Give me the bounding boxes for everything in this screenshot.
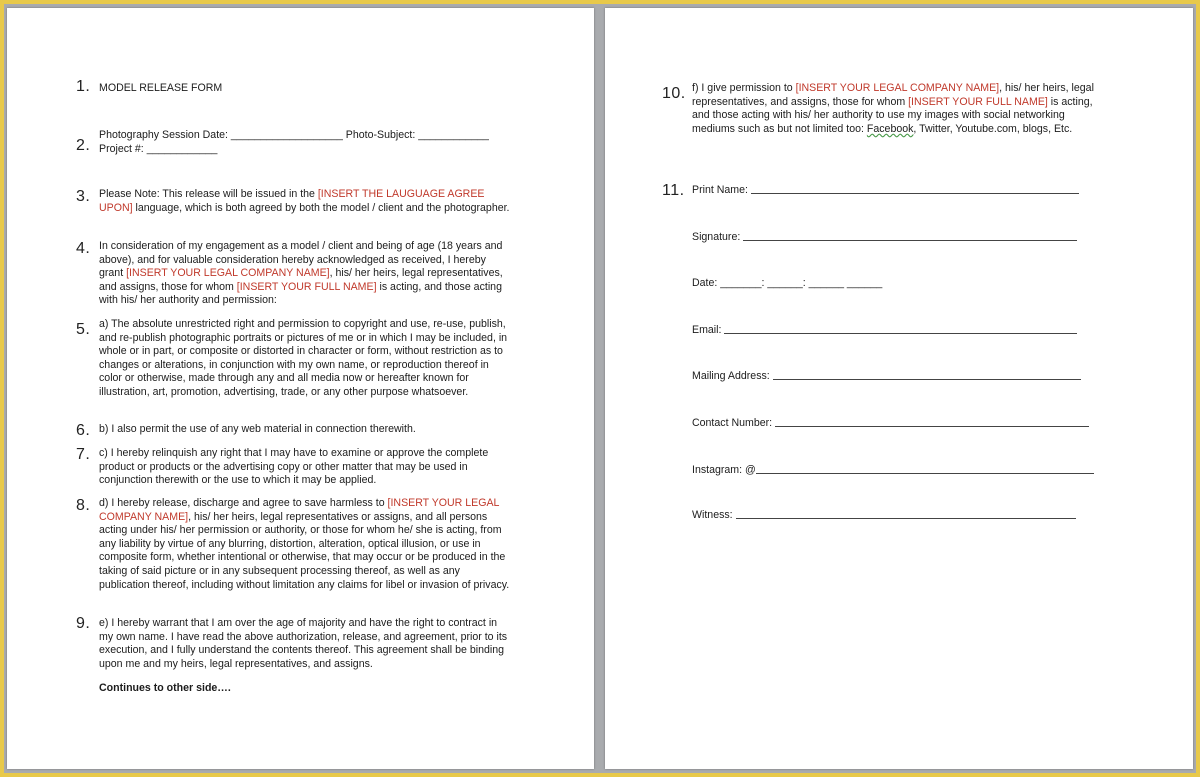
body-text: MODEL RELEASE FORM [99, 82, 223, 94]
clause-5 [99, 318, 513, 400]
body-text: In consideration of my engagement as a model / client and being of age (18 years and above), and for valuable consideration hereby acknowledged as received, I hereby grant [99, 240, 503, 280]
continues-note: Continues to other side…. [99, 682, 231, 694]
body-text: Photography Session Date: ___________________ Photo-Subject: ____________ Project #: ____________ [99, 129, 489, 155]
witness-label: Witness: [692, 509, 733, 521]
item-number: 1. [76, 78, 91, 95]
placeholder-text: [INSERT YOUR LEGAL COMPANY NAME] [99, 497, 500, 523]
contact-number-field[interactable] [692, 417, 1089, 429]
body-text: , his/ her heirs, legal representatives, and assigns, those for whom [99, 267, 503, 293]
body-text: d) I hereby release, discharge and agree to save harmless to [99, 497, 388, 509]
instagram-field[interactable] [692, 464, 1094, 476]
date-field[interactable] [692, 277, 882, 289]
form-title [99, 82, 509, 96]
print-name-label: Print Name: [692, 184, 748, 196]
body-text: b) I also permit the use of any web material in connection therewith. [99, 423, 416, 435]
email-line[interactable] [724, 332, 1077, 334]
signature-field[interactable] [692, 231, 1077, 243]
item-number: 4. [76, 240, 91, 257]
email-label: Email: [692, 324, 722, 336]
body-text: is acting, and those acting with his/ her authority to use my images with social networking mediums such as but not limited too: [692, 95, 1093, 135]
contact-number-line[interactable] [775, 425, 1089, 427]
page-1 [7, 8, 594, 769]
email-field[interactable] [692, 324, 1077, 336]
session-details [99, 129, 519, 156]
body-text: , his/ her heirs, legal representatives or assigns, and all persons acting under his/ her permission or authority, or those for whom he/ she is acting, from any liability by virtue of any blurring, distortion, alteration, optical illusion, or use in composite form, whether intentional or otherwise, that may occur or be produced in the taking of said picture or in any subsequent processing thereof, as well as any publication thereof, including without limitation any claims for libel or invasion of privacy. [99, 510, 510, 591]
item-number: 6. [76, 422, 91, 439]
body-text: language, which is both agreed by both the model / client and the photographer. [132, 201, 510, 214]
body-text: e) I hereby warrant that I am over the age of majority and have the right to contract in my own name. I have read the above authorization, release, and agreement, prior to its execution, and I fully understand the contents thereof. This agreement shall be binding upon me and my heirs, legal representatives, and assigns. [99, 617, 508, 670]
signature-label: Signature: [692, 231, 741, 243]
body-text: Please Note: This release will be issued in the [99, 188, 318, 200]
mailing-address-field[interactable] [692, 370, 1081, 382]
placeholder-text: [INSERT YOUR FULL NAME] [236, 280, 377, 293]
watermark [47, 731, 49, 740]
clause-9 [99, 617, 513, 671]
body-text: c) I hereby relinquish any right that I may have to examine or approve the complete product or products or the advertising copy or other matter that may be used in conjunction therewith or the use to which it may be applied. [99, 447, 489, 487]
placeholder-text: [INSERT YOUR LEGAL COMPANY NAME] [126, 267, 330, 280]
item-number: 5. [76, 321, 91, 338]
print-name-line[interactable] [751, 192, 1079, 194]
item-number: 2. [76, 137, 91, 154]
body-text: , Twitter, Youtube.com, blogs, Etc. [913, 122, 1073, 135]
item-number: 3. [76, 188, 91, 205]
contact-number-label: Contact Number: [692, 417, 773, 429]
print-name-field[interactable] [692, 184, 1079, 196]
placeholder-text: [INSERT THE LAUGUAGE AGREE UPON] [99, 188, 485, 214]
date-label: Date: _______: ______: ______ ______ [692, 277, 883, 289]
instagram-line[interactable] [756, 472, 1094, 474]
body-text: , his/ her heirs, legal representatives, and assigns, those for whom [692, 82, 1094, 108]
body-text: a) The absolute unrestricted right and permission to copyright and use, re-use, publish, and re-publish photographic portraits or pictures of me or in which I may be included, in whole or in part, or composite or distorted in character or form, without restriction as to changes or alterations, in conjunction with my own name, or reproduction thereof in color or otherwise, made through any and all media now or hereafter known for illustration, art, promotion, advertising, trade, or any other purpose whatsoever. [99, 318, 508, 398]
item-number: 8. [76, 497, 91, 514]
body-text: f) I give permission to [692, 82, 796, 94]
page-2 [605, 8, 1193, 769]
clause-10 [692, 82, 1107, 136]
clause-4 [99, 240, 511, 308]
instagram-label: Instagram: @ [692, 464, 756, 476]
witness-line[interactable] [736, 517, 1076, 519]
item-number: 10. [662, 85, 686, 102]
item-number: 7. [76, 446, 91, 463]
placeholder-text: [INSERT YOUR FULL NAME] [908, 95, 1048, 108]
flagged-word: Facebook [866, 122, 914, 135]
clause-6 [99, 423, 513, 437]
item-number: 9. [76, 615, 91, 632]
clause-7 [99, 447, 513, 488]
mailing-address-line[interactable] [773, 378, 1081, 380]
clause-3 [99, 188, 511, 215]
witness-field[interactable] [692, 509, 1076, 521]
document-viewer [4, 4, 1196, 773]
placeholder-text: [INSERT YOUR LEGAL COMPANY NAME] [795, 82, 1000, 94]
mailing-address-label: Mailing Address: [692, 370, 770, 382]
signature-line[interactable] [743, 239, 1077, 241]
body-text: is acting, and those acting with his/ her authority and permission: [99, 280, 502, 307]
clause-8 [99, 497, 513, 592]
item-number: 11. [662, 182, 685, 199]
